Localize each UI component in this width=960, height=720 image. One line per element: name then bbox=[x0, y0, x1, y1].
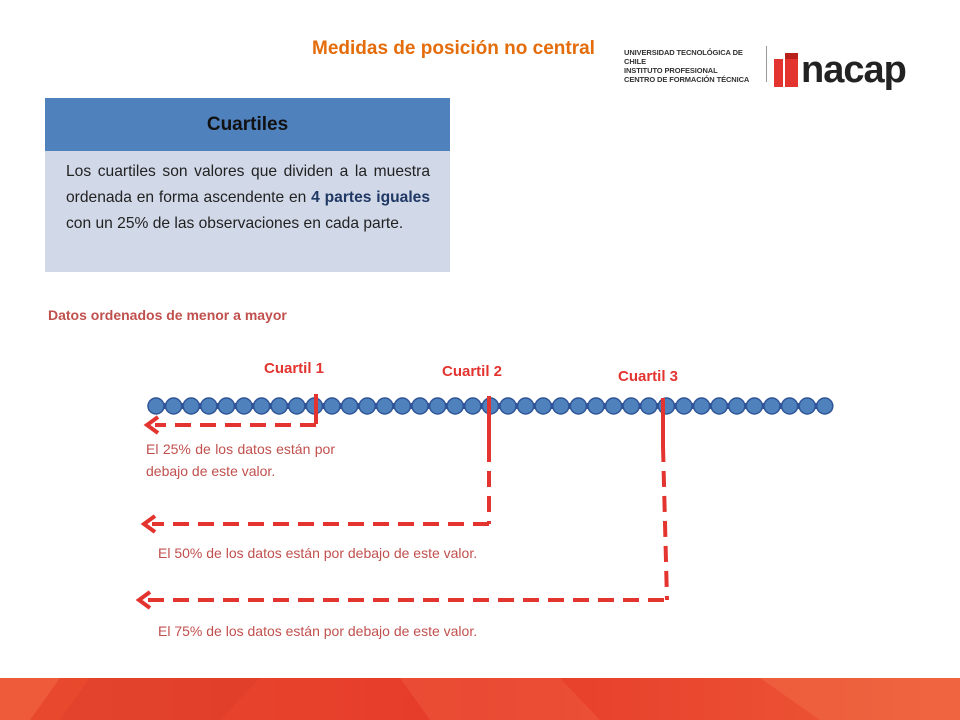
data-point bbox=[606, 398, 622, 414]
data-point bbox=[148, 398, 164, 414]
quartile-1-note: El 25% de los datos están por debajo de este valor. bbox=[146, 441, 335, 479]
data-point bbox=[236, 398, 252, 414]
card-text-start: Los cuartiles son valores que dividen a la muestra ordenada en forma ascendente en bbox=[66, 163, 430, 206]
data-point bbox=[676, 398, 692, 414]
data-point bbox=[324, 398, 340, 414]
quartile-markers bbox=[139, 394, 667, 608]
data-point bbox=[500, 398, 516, 414]
quartile-2-note: El 50% de los datos están por debajo de este valor. bbox=[158, 545, 478, 561]
data-point bbox=[694, 398, 710, 414]
footer-bar bbox=[0, 678, 960, 720]
data-point bbox=[570, 398, 586, 414]
data-point bbox=[764, 398, 780, 414]
data-point bbox=[289, 398, 305, 414]
data-point bbox=[183, 398, 199, 414]
data-point bbox=[711, 398, 727, 414]
data-point bbox=[588, 398, 604, 414]
data-point bbox=[394, 398, 410, 414]
card-text-end: con un 25% de las observaciones en cada parte. bbox=[66, 215, 404, 232]
data-point bbox=[412, 398, 428, 414]
data-point bbox=[817, 398, 833, 414]
data-point bbox=[218, 398, 234, 414]
card-header: Cuartiles bbox=[45, 98, 450, 151]
quartile-2-label: Cuartil 2 bbox=[442, 363, 503, 380]
data-point bbox=[359, 398, 375, 414]
card-text-bold: 4 partes iguales bbox=[311, 189, 431, 206]
university-line: INSTITUTO PROFESIONAL bbox=[624, 66, 718, 75]
data-point bbox=[465, 398, 481, 414]
brand-wordmark: nacap bbox=[801, 49, 906, 91]
data-point bbox=[553, 398, 569, 414]
data-point bbox=[535, 398, 551, 414]
data-point bbox=[254, 398, 270, 414]
diagram-subtitle: Datos ordenados de menor a mayor bbox=[48, 307, 287, 323]
data-point bbox=[201, 398, 217, 414]
data-point bbox=[623, 398, 639, 414]
quartile-3-label: Cuartil 3 bbox=[618, 368, 679, 385]
data-point bbox=[342, 398, 358, 414]
data-point bbox=[746, 398, 762, 414]
data-point bbox=[641, 398, 657, 414]
data-point bbox=[166, 398, 182, 414]
data-point bbox=[782, 398, 798, 414]
quartile-1-label: Cuartil 1 bbox=[264, 360, 325, 377]
slide-title: Medidas de posición no central bbox=[312, 38, 595, 59]
data-point bbox=[799, 398, 815, 414]
data-point bbox=[377, 398, 393, 414]
university-line: UNIVERSIDAD TECNOLÓGICA DE CHILE bbox=[624, 48, 743, 66]
data-point bbox=[447, 398, 463, 414]
data-point bbox=[430, 398, 446, 414]
data-point bbox=[729, 398, 745, 414]
university-line: CENTRO DE FORMACIÓN TÉCNICA bbox=[624, 75, 750, 84]
quartile-1-arrow bbox=[147, 417, 316, 433]
data-point bbox=[658, 398, 674, 414]
quartile-3-note: El 75% de los datos están por debajo de este valor. bbox=[158, 623, 478, 639]
data-point bbox=[271, 398, 287, 414]
data-point bbox=[518, 398, 534, 414]
